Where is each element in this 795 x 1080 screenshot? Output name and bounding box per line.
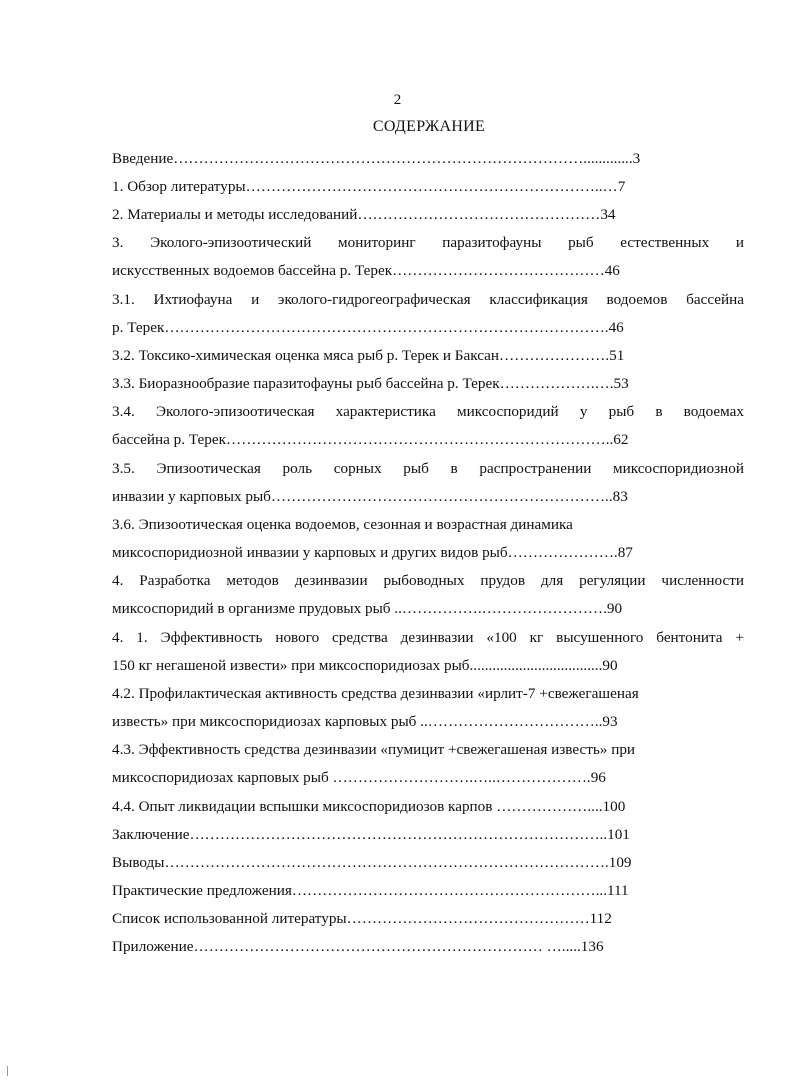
toc-line-section-4-4: 4.4. Опыт ликвидации вспышки миксоспоридиозов карпов ………………....100	[112, 798, 626, 815]
toc-line-section-3-6-cont: миксоспоридиозной инвазии у карповых и других видов рыб………………….87	[112, 544, 633, 561]
toc-line-section-3-5-cont: инвазии у карповых рыб…………………………………………………………..83	[112, 488, 628, 505]
toc-line-literature-review: 1. Обзор литературы……………………………………………………………..…7	[112, 178, 626, 195]
page-number: 2	[393, 92, 402, 108]
toc-line-references: Список использованной литературы…………………………………………112	[112, 910, 612, 927]
toc-line-chapter-3: 3. Эколого-эпизоотический мониторинг паразитофауны рыб естественных и	[112, 234, 744, 251]
toc-line-section-3-1: 3.1. Ихтиофауна и эколого-гидрогеографическая классификация водоемов бассейна	[112, 291, 744, 308]
toc-line-section-4-1: 4. 1. Эффективность нового средства дезинвазии «100 кг высушенного бентонита +	[112, 629, 744, 646]
toc-line-materials-methods: 2. Материалы и методы исследований…………………………………………34	[112, 206, 616, 223]
toc-line-section-3-3: 3.3. Биоразнообразие паразитофауны рыб бассейна р. Терек……………….….53	[112, 375, 629, 392]
toc-line-section-3-4: 3.4. Эколого-эпизоотическая характеристика миксоспоридий у рыб в водоемах	[112, 403, 744, 420]
toc-line-introduction: Введение……………………………………………………………………….............3	[112, 150, 641, 167]
toc-line-section-3-4-cont: бассейна р. Терек…………………………………………………………………..62	[112, 431, 629, 448]
toc-line-section-4-3-cont: миксоспоридиозах карповых рыб ……………………….…..……………….96	[112, 769, 606, 786]
toc-line-section-3-5: 3.5. Эпизоотическая роль сорных рыб в распространении миксоспоридиозной	[112, 460, 744, 477]
toc-line-section-3-6: 3.6. Эпизоотическая оценка водоемов, сезонная и возрастная динамика	[112, 516, 573, 533]
toc-line-practical-proposals: Практические предложения……………………………………………………...111	[112, 882, 629, 899]
toc-line-appendix: Приложение…………………………………………………………… ….....136	[112, 938, 604, 955]
toc-line-section-3-1-cont: р. Терек…………………………………………………………………………….46	[112, 319, 624, 336]
toc-title: СОДЕРЖАНИЕ	[372, 118, 486, 135]
toc-line-chapter-4: 4. Разработка методов дезинвазии рыбоводных прудов для регуляции численности	[112, 572, 744, 589]
toc-line-conclusion: Заключение………………………………………………………………………..101	[112, 826, 630, 843]
toc-line-section-4-2: 4.2. Профилактическая активность средства дезинвазии «ирлит-7 +свежегашеная	[112, 685, 639, 702]
scan-edge-mark	[7, 1066, 8, 1076]
toc-line-section-4-3: 4.3. Эффективность средства дезинвазии «пумицит +свежегашеная известь» при	[112, 741, 636, 758]
toc-line-chapter-4-cont: миксоспоридий в организме прудовых рыб ..…………….…………………….90	[112, 600, 623, 617]
toc-line-section-4-2-cont: известь» при миксоспоридиозах карповых рыб ..……………………………..93	[112, 713, 618, 730]
toc-line-findings: Выводы…………………………………………………………………………….109	[112, 854, 632, 871]
toc-line-section-3-2: 3.2. Токсико-химическая оценка мяса рыб р. Терек и Баксан………………….51	[112, 347, 625, 364]
toc-line-section-4-1-cont: 150 кг негашеной извести» при миксоспоридиозах рыб...................................90	[112, 657, 618, 674]
toc-line-chapter-3-cont: искусственных водоемов бассейна р. Терек……………………………………46	[112, 262, 620, 279]
